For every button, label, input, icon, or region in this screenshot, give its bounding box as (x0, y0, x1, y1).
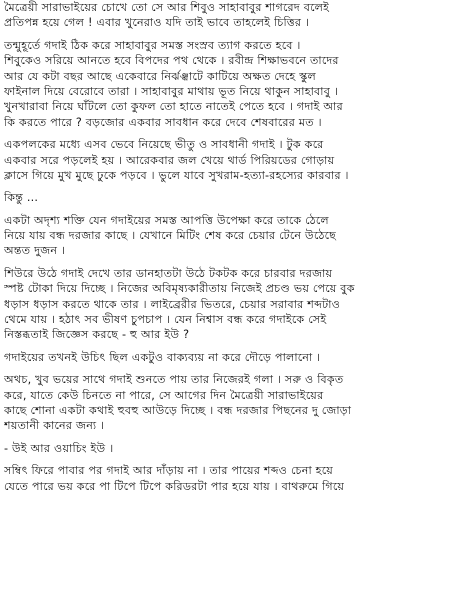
text-line: সম্বিৎ ফিরে পাবার পর গদাই আর দাঁড়ায় না । তার পায়ের শব্দও চেনা হয়ে (4, 464, 334, 478)
text-line: একটা অদৃশ্য শক্তি যেন গদাইয়ের সমস্ত আপত্তি উপেক্ষা করে তাকে ঠেলে (4, 213, 329, 227)
text-line: অন্তত দুজন । (4, 244, 66, 258)
paragraph (4, 350, 453, 365)
text-line: ক্লাসে গিয়ে মুখ মুছে ঢুকে পড়বে । ভুলে যাবে সুখরাম-হত্যা-রহস্যের কারবার । (4, 168, 349, 182)
text-line: নিস্তব্ধতাই জিজ্ঞেস করছে - হু আর ইউ ? (4, 328, 190, 342)
text-line: তন্মুহূর্তে গদাই ঠিক করে সাহাবাবুর সমস্ত সংস্রব ত্যাগ করতে হবে । (4, 38, 301, 52)
text-line: অথচ, খুব ভয়ের সাথে গদাই শুনতে পায় তার নিজেরই গলা । সরু ও বিকৃত (4, 373, 344, 387)
paragraph (4, 38, 453, 130)
text-line: ধড়াস ধড়াস করতে থাকে তার । লাইব্রেরীর ভিতরে, চেয়ার সরাবার শব্দটাও (4, 297, 341, 311)
text-line: ফাইনাল দিয়ে বেরোবে তারা । সাহাবাবুর মাথায় ভূত নিয়ে থাকুন সাহাবাবু । (4, 84, 339, 98)
text-line: আর যে কটা বছর আছে একেবারে নির্ঝঞ্ঝাটে কাটিয়ে অক্ষত দেহে স্কুল (4, 69, 317, 83)
paragraph (4, 137, 453, 183)
text-line: মৈত্রেয়ী সারাভাইয়ের চোখে তো সে আর শিবুও সাহাবাবুর শাগরেদ বলেই (4, 1, 330, 14)
text-line: প্রতিপন্ন হয়ে গেল ! এবার খুনেরাও যদি তাই ভাবে তাহলেই চিত্তির । (4, 16, 310, 30)
paragraph (4, 463, 453, 494)
text-line: যেতে পারে ভয় করে পা টিপে টিপে করিডরটা পার হয়ে যায় । বাথরুমে গিয়ে (4, 479, 345, 493)
text-line: শিউরে উঠে গদাই দেখে তার ডানহাতটা উঠে টকটক করে চারবার দরজায় (4, 266, 333, 280)
text-line: স্পষ্ট টোকা দিয়ে দিচ্ছে । নিজের অবিমৃষ্যকারীতায় নিজেই প্রচণ্ড ভয় পেয়ে বুক (4, 282, 355, 296)
text-line: কিন্তু ... (4, 191, 39, 205)
paragraph (4, 0, 453, 31)
paragraph (4, 213, 453, 259)
text-line: - উই আর ওয়াচিং ইউ । (4, 441, 114, 455)
text-line: কি করতে পারে ? বড়জোর একবার সাবধান করে দেবে শেষবারের মত । (4, 115, 322, 129)
paragraph (4, 266, 453, 343)
text-line: কাছে শোনা একটা কথাই হুবহু আউড়ে দিচ্ছে । বন্ধ দরজার পিছনের দু জোড়া (4, 403, 352, 417)
text-line: করে, যাতে কেউ চিনতে না পারে, সে আগের দিন মৈত্রেয়ী সারাভাইয়ের (4, 388, 324, 402)
text-line: একপলকের মধ্যে এসব ভেবে নিয়েছে ভীতু ও সাবধানী গদাই । টুক করে (4, 138, 324, 152)
paragraph (4, 190, 453, 205)
text-line: একবার সরে পড়লেই হয় । আরেকবার জল খেয়ে থার্ড পিরিয়ডের গোড়ায় (4, 153, 335, 167)
text-line: শিবুকেও সরিয়ে আনতে হবে বিপদের পথ থেকে । রবীন্দ্র শিক্ষাভবনে তাদের (4, 54, 339, 68)
text-line: শয়তানী কানের জন্য । (4, 419, 105, 433)
text-line: থেমে যায় । হঠাৎ সব ভীষণ চুপচাপ । যেন নিশ্বাস বন্ধ করে গদাইকে সেই (4, 313, 327, 327)
paragraph (4, 372, 453, 434)
text-line: গদাইয়ের তখনই উচিৎ ছিল একটুও বাক্যব্যয় না করে দৌড়ে পালানো । (4, 350, 321, 364)
paragraph (4, 441, 453, 456)
text-line: খুনখারাবা নিয়ে ঘাঁটলে তো কুফল তো হাতে নাতেই পেতে হবে । গদাই আর (4, 100, 344, 114)
text-line: নিয়ে যায় বন্ধ দরজার কাছে । যেখানে মিটিং শেষ করে চেয়ার টেনে উঠেছে (4, 229, 337, 243)
